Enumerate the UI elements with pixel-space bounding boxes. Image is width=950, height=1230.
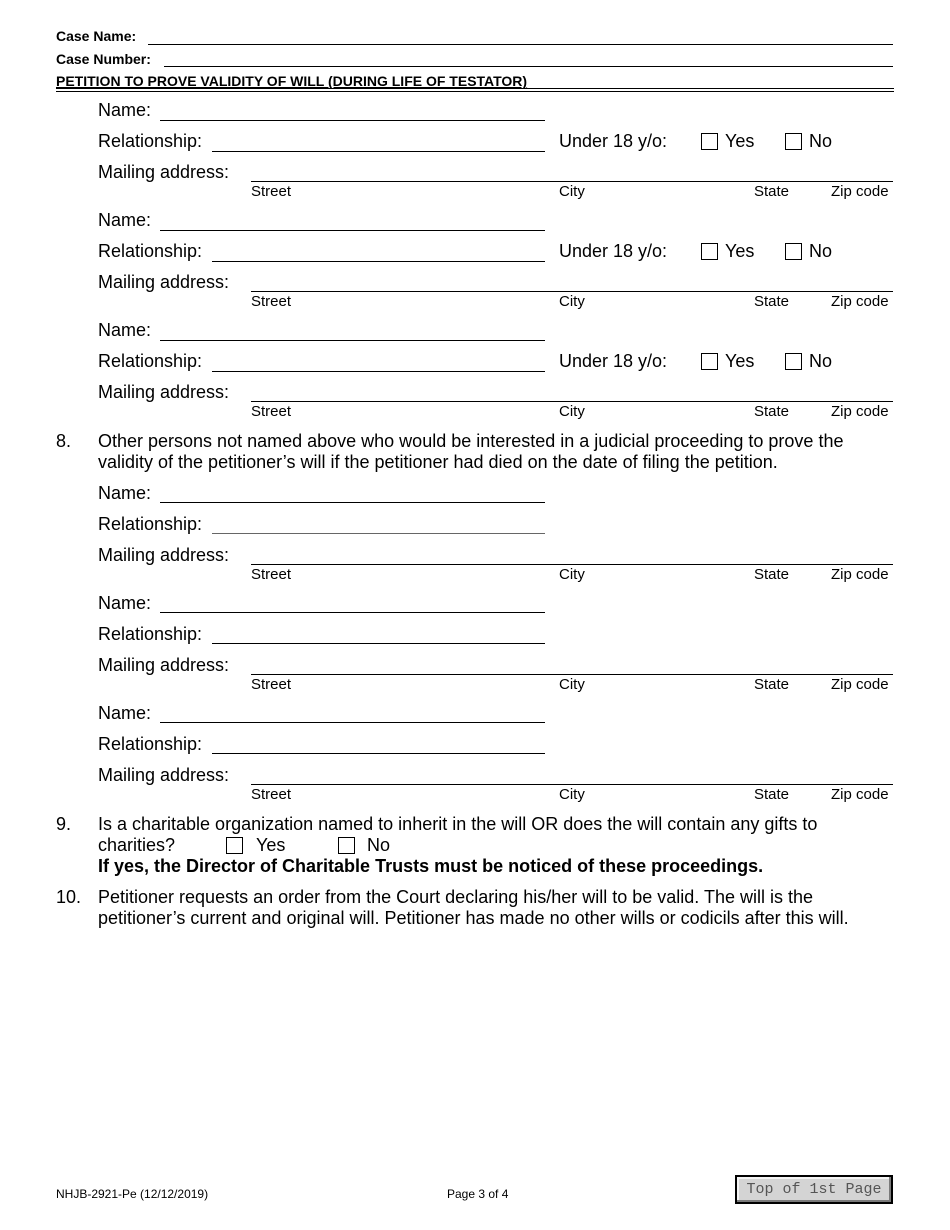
state-caption: State	[754, 293, 790, 310]
mailing-address-label: Mailing address:	[98, 765, 230, 785]
name-field[interactable]	[160, 120, 545, 121]
relationship-label: Relationship:	[98, 624, 203, 644]
relationship-field[interactable]	[212, 753, 545, 754]
under18-no-checkbox[interactable]	[785, 243, 802, 260]
mailing-address-field[interactable]	[251, 291, 893, 292]
name-label: Name:	[98, 100, 152, 120]
title-divider-bottom	[56, 91, 894, 92]
street-caption: Street	[251, 403, 292, 420]
under18-yes-checkbox[interactable]	[701, 243, 718, 260]
mailing-address-label: Mailing address:	[98, 162, 230, 182]
charities-yes-label: Yes	[256, 835, 286, 855]
street-caption: Street	[251, 566, 292, 583]
street-caption: Street	[251, 183, 292, 200]
section-8-text: Other persons not named above who would be interested in a judicial proceeding to prove the validity of the petitioner’s will if the petitioner had died on the date of filing the petition.	[98, 431, 844, 472]
state-caption: State	[754, 676, 790, 693]
section-9-number: 9.	[56, 814, 72, 834]
street-caption: Street	[251, 786, 292, 803]
relationship-label: Relationship:	[98, 351, 203, 371]
name-label: Name:	[98, 320, 152, 340]
state-caption: State	[754, 566, 790, 583]
case-number-label: Case Number:	[56, 51, 151, 67]
relationship-label: Relationship:	[98, 241, 203, 261]
under18-label: Under 18 y/o:	[559, 351, 668, 371]
city-caption: City	[559, 293, 585, 310]
zip-caption: Zip code	[831, 183, 889, 200]
case-name-label: Case Name:	[56, 28, 137, 44]
name-field[interactable]	[160, 612, 545, 613]
section-9-text: Is a charitable organization named to inherit in the will OR does the will contain any gifts to	[98, 814, 818, 834]
name-label: Name:	[98, 593, 152, 613]
section-10-text: Petitioner requests an order from the Court declaring his/her will to be valid. The will is the petitioner’s current and original will. Petitioner has made no other wills or codicils after this will.	[98, 887, 849, 928]
name-field[interactable]	[160, 340, 545, 341]
form-title: PETITION TO PROVE VALIDITY OF WILL (DURING LIFE OF TESTATOR)	[56, 73, 528, 89]
mailing-address-field[interactable]	[251, 784, 893, 785]
page-number: Page 3 of 4	[447, 1187, 509, 1201]
mailing-address-field[interactable]	[251, 401, 893, 402]
mailing-address-field[interactable]	[251, 674, 893, 675]
mailing-address-field[interactable]	[251, 564, 893, 565]
section-10-number: 10.	[56, 887, 82, 907]
name-field[interactable]	[160, 722, 545, 723]
charities-no-label: No	[367, 835, 391, 855]
charities-no-checkbox[interactable]	[338, 837, 355, 854]
relationship-label: Relationship:	[98, 514, 203, 534]
under18-label: Under 18 y/o:	[559, 131, 668, 151]
mailing-address-label: Mailing address:	[98, 272, 230, 292]
relationship-field[interactable]	[212, 643, 545, 644]
relationship-label: Relationship:	[98, 734, 203, 754]
street-caption: Street	[251, 676, 292, 693]
case-number-field[interactable]	[164, 66, 893, 67]
name-field[interactable]	[160, 502, 545, 503]
under18-no-checkbox[interactable]	[785, 353, 802, 370]
street-caption: Street	[251, 293, 292, 310]
city-caption: City	[559, 786, 585, 803]
under18-no-checkbox[interactable]	[785, 133, 802, 150]
case-name-field[interactable]	[148, 44, 893, 45]
zip-caption: Zip code	[831, 786, 889, 803]
yes-label: Yes	[725, 351, 755, 371]
section-8-number: 8.	[56, 431, 72, 451]
city-caption: City	[559, 566, 585, 583]
title-divider-top	[56, 88, 894, 89]
no-label: No	[809, 241, 833, 261]
under18-yes-checkbox[interactable]	[701, 133, 718, 150]
state-caption: State	[754, 403, 790, 420]
no-label: No	[809, 131, 833, 151]
yes-label: Yes	[725, 131, 755, 151]
relationship-field[interactable]	[212, 371, 545, 372]
name-label: Name:	[98, 703, 152, 723]
city-caption: City	[559, 403, 585, 420]
zip-caption: Zip code	[831, 403, 889, 420]
under18-label: Under 18 y/o:	[559, 241, 668, 261]
mailing-address-label: Mailing address:	[98, 382, 230, 402]
relationship-label: Relationship:	[98, 131, 203, 151]
name-label: Name:	[98, 210, 152, 230]
under18-yes-checkbox[interactable]	[701, 353, 718, 370]
relationship-field[interactable]	[212, 261, 545, 262]
zip-caption: Zip code	[831, 293, 889, 310]
city-caption: City	[559, 183, 585, 200]
top-of-first-page-button[interactable]: Top of 1st Page	[735, 1175, 893, 1204]
no-label: No	[809, 351, 833, 371]
zip-caption: Zip code	[831, 676, 889, 693]
city-caption: City	[559, 676, 585, 693]
section-9-charities-label: charities?	[98, 835, 176, 855]
yes-label: Yes	[725, 241, 755, 261]
mailing-address-label: Mailing address:	[98, 545, 230, 565]
name-field[interactable]	[160, 230, 545, 231]
relationship-field[interactable]	[212, 533, 545, 534]
state-caption: State	[754, 786, 790, 803]
charities-yes-checkbox[interactable]	[226, 837, 243, 854]
relationship-field[interactable]	[212, 151, 545, 152]
form-id: NHJB-2921-Pe (12/12/2019)	[56, 1187, 209, 1201]
mailing-address-label: Mailing address:	[98, 655, 230, 675]
mailing-address-field[interactable]	[251, 181, 893, 182]
name-label: Name:	[98, 483, 152, 503]
state-caption: State	[754, 183, 790, 200]
charitable-trusts-notice: If yes, the Director of Charitable Trusts must be noticed of these proceedings.	[98, 856, 764, 876]
zip-caption: Zip code	[831, 566, 889, 583]
